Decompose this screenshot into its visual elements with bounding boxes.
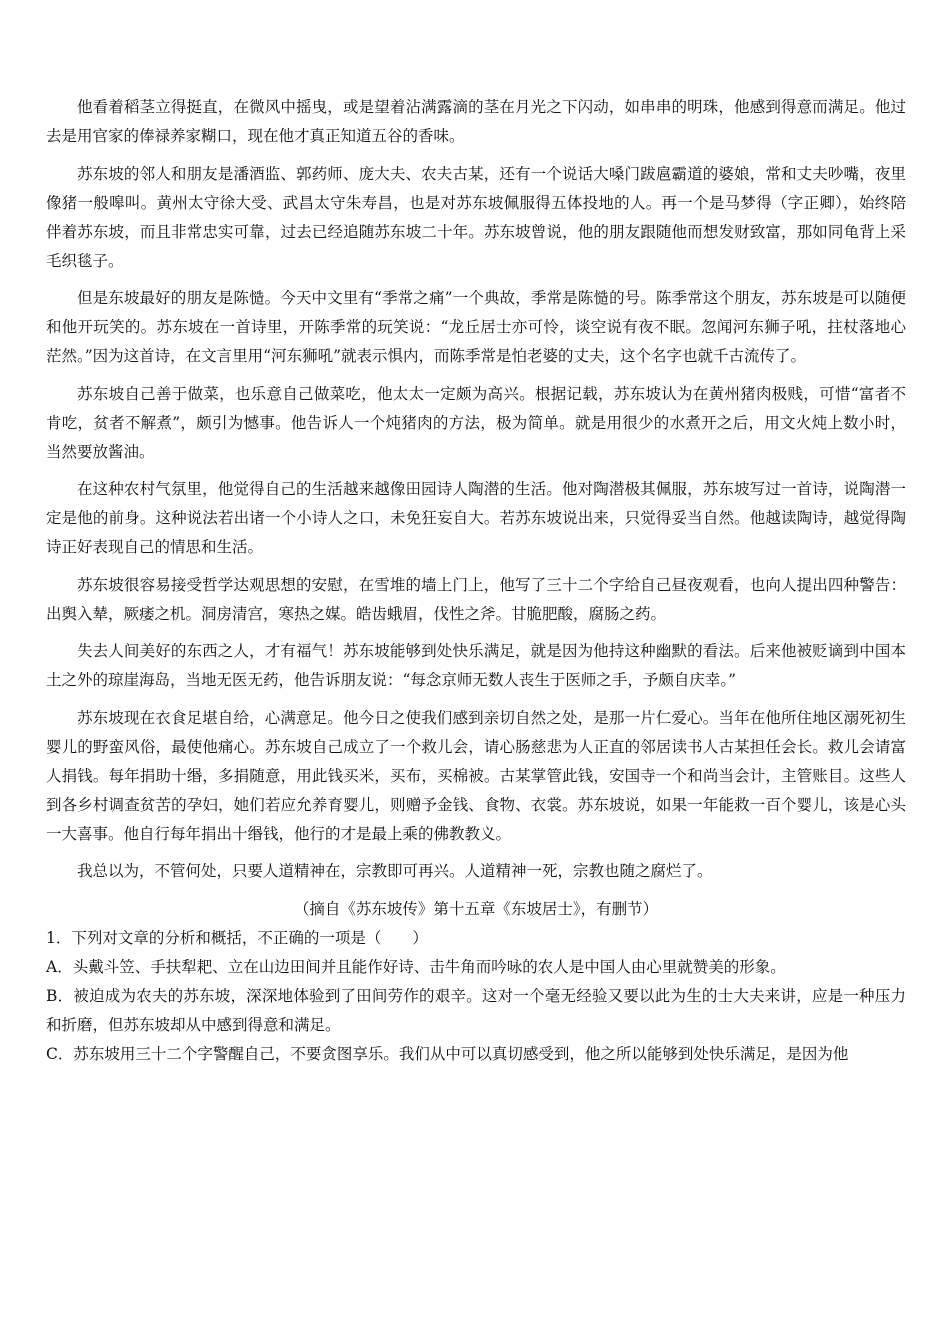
article-paragraph-3: 但是东坡最好的朋友是陈慥。今天中文里有“季常之痛”一个典故，季常是陈慥的号。陈季常这个朋友，苏东坡是可以随便和他开玩笑的。苏东坡在一首诗里，开陈季常的玩笑说：“龙丘居士亦可怜，谈空说有夜不眠。忽闻河东狮子吼，拄杖落地心茫然。”因为这首诗，在文言里用“河东狮吼”就表示惧内，而陈季常是怕老婆的丈夫，这个名字也就千古流传了。 bbox=[46, 289, 906, 365]
article-paragraph-8: 苏东坡现在衣食足堪自给，心满意足。他今日之使我们感到亲切自然之处，是那一片仁爱心。当年在他所住地区溺死初生婴儿的野蛮风俗，最使他痛心。苏东坡自己成立了一个救儿会，请心肠慈悲为人正直的邻居读书人古某担任会长。救儿会请富人捐钱。每年捐助十缗，多捐随意，用此钱买米，买布，买棉被。古某掌管此钱，安国寺一个和尚当会计，主管账目。这些人到各乡村调查贫苦的孕妇，她们若应允养育婴儿，则赠予金钱、食物、衣裳。苏东坡说，如果一年能救一百个婴儿，该是心头一大喜事。他自行每年捐出十缗钱，他行的才是最上乘的佛教教义。 bbox=[46, 708, 906, 843]
article-paragraph-6: 苏东坡很容易接受哲学达观思想的安慰，在雪堆的墙上门上，他写了三十二个字给自己昼夜观看，也向人提出四种警告：出舆入辇，厥痿之机。洞房清宫，寒热之媒。皓齿蛾眉，伐性之斧。甘脆肥酸，腐肠之药。 bbox=[46, 575, 906, 623]
option-a: A．头戴斗笠、手扶犁耙、立在山边田间并且能作好诗、击牛角而吟咏的农人是中国人由心里就赞美的形象。 bbox=[46, 957, 786, 976]
option-b: B．被迫成为农夫的苏东坡，深深地体验到了田间劳作的艰辛。这对一个毫无经验又要以此为生的士大夫来讲，应是一种压力和折磨，但苏东坡却从中感到得意和满足。 bbox=[46, 986, 906, 1034]
option-c: C．苏东坡用三十二个字警醒自己，不要贪图享乐。我们从中可以真切感受到，他之所以能够到处快乐满足，是因为他 bbox=[46, 1044, 849, 1063]
document-page bbox=[46, 93, 906, 1069]
article-paragraph-2: 苏东坡的邻人和朋友是潘酒监、郭药师、庞大夫、农夫古某，还有一个说话大嗓门跋扈霸道的婆娘，常和丈夫吵嘴，夜里像猪一般嗥叫。黄州太守徐大受、武昌太守朱寿昌，也是对苏东坡佩服得五体投地的人。再一个是马梦得（字正卿），始终陪伴着苏东坡，而且非常忠实可靠，过去已经追随苏东坡二十年。苏东坡曾说，他的朋友跟随他而想发财致富，那如同龟背上采毛织毯子。 bbox=[46, 164, 906, 270]
article-paragraph-7: 失去人间美好的东西之人，才有福气！苏东坡能够到处快乐满足，就是因为他持这种幽默的看法。后来他被贬谪到中国本土之外的琼崖海岛，当地无医无药，他告诉朋友说：“每念京师无数人丧生于医师之手，予颇自庆幸。” bbox=[46, 642, 906, 689]
question-stem: 1．下列对文章的分析和概括，不正确的一项是（ ） bbox=[46, 928, 428, 947]
article-paragraph-4: 苏东坡自己善于做菜，也乐意自己做菜吃，他太太一定颇为高兴。根据记载，苏东坡认为在黄州猪肉极贱，可惜“富者不肯吃，贫者不解煮”，颇引为憾事。他告诉人一个炖猪肉的方法，极为简单。就是用很少的水煮开之后，用文火炖上数小时，当然要放酱油。 bbox=[46, 384, 906, 461]
source-caption: （摘自《苏东坡传》第十五章《东坡居士》，有删节） bbox=[293, 899, 659, 918]
article-paragraph-9: 我总以为，不管何处，只要人道精神在，宗教即可再兴。人道精神一死，宗教也随之腐烂了。 bbox=[77, 862, 713, 880]
article-paragraph-1: 他看着稻茎立得挺直，在微风中摇曳，或是望着沾满露滴的茎在月光之下闪动，如串串的明珠，他感到得意而满足。他过去是用官家的俸禄养家糊口，现在他才真正知道五谷的香味。 bbox=[46, 98, 906, 145]
article-paragraph-5: 在这种农村气氛里，他觉得自己的生活越来越像田园诗人陶潜的生活。他对陶潜极其佩服，苏东坡写过一首诗，说陶潜一定是他的前身。这种说法若出诸一个小诗人之口，未免狂妄自大。若苏东坡说出来，只觉得妥当自然。他越读陶诗，越觉得陶诗正好表现自己的情思和生活。 bbox=[46, 480, 906, 556]
